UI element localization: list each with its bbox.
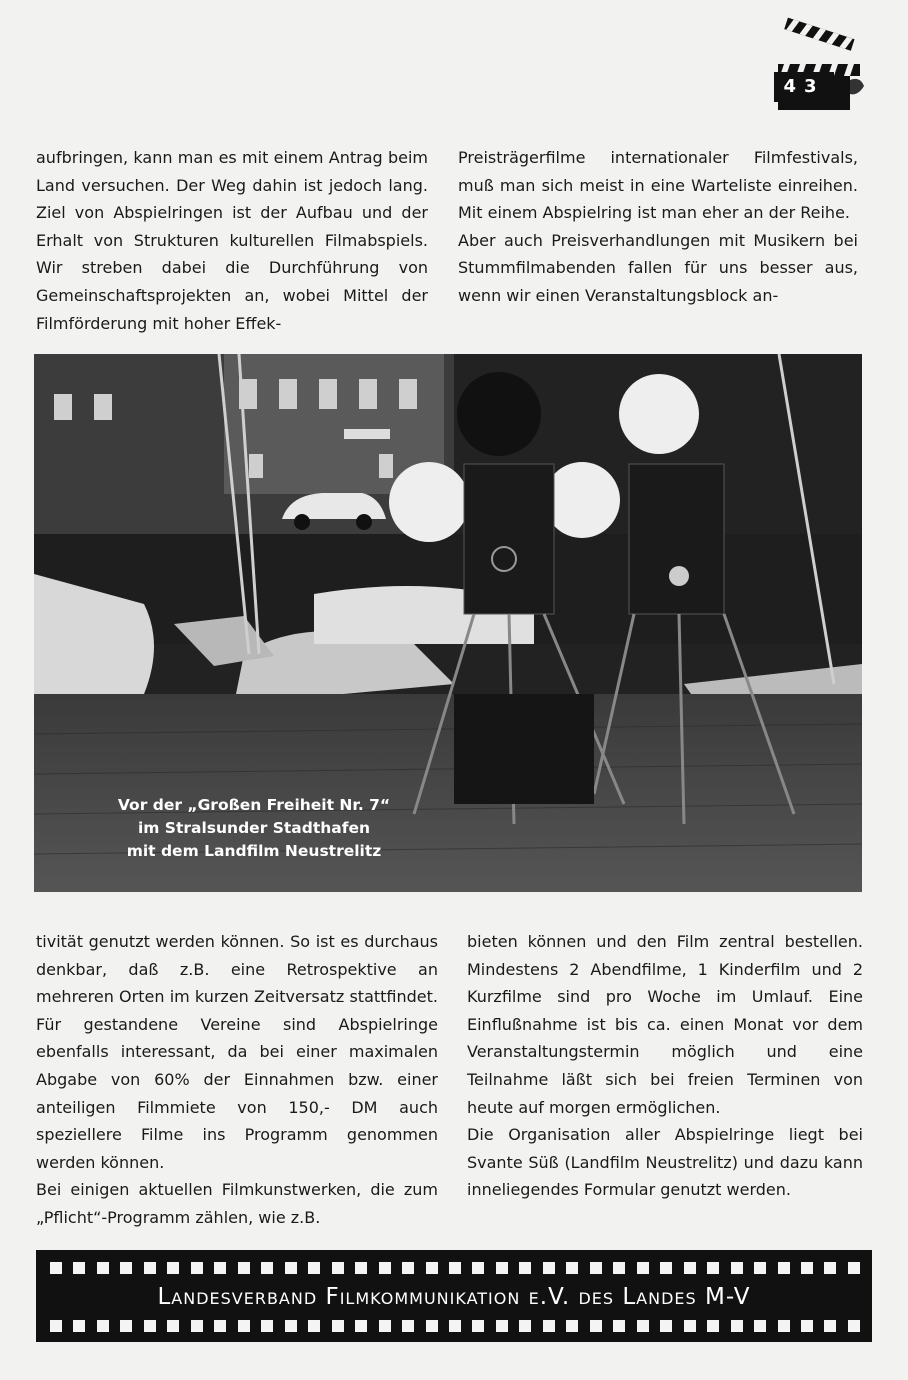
caption-line: Vor der „Großen Freiheit Nr. 7“ (117, 796, 391, 814)
paragraph: Preisträgerfilme internationaler Filmfestivals, muß man sich meist in eine Warteliste einreihen. Mit einem Abspielring ist man eher an der Reihe. (458, 148, 858, 223)
film-perforation (50, 1320, 62, 1332)
film-perforation (402, 1262, 414, 1274)
film-perforation (191, 1320, 203, 1332)
filmstrip-perforations-bottom (50, 1320, 860, 1332)
filmstrip-perforations-top (50, 1262, 860, 1274)
paragraph: Bei einigen aktuellen Filmkunstwerken, die zum „Pflicht“-Programm zählen, wie z.B. (36, 1180, 438, 1227)
film-perforation (731, 1320, 743, 1332)
film-perforation (637, 1262, 649, 1274)
film-perforation (73, 1320, 85, 1332)
film-perforation (613, 1320, 625, 1332)
film-perforation (308, 1320, 320, 1332)
film-perforation (496, 1320, 508, 1332)
text-column-bottom-right (467, 928, 863, 1204)
film-perforation (167, 1262, 179, 1274)
paragraph: Aber auch Preisverhandlungen mit Musikern bei Stummfilmabenden fallen für uns besser aus, wenn wir einen Veranstaltungsblock an- (458, 230, 858, 305)
film-perforation (332, 1320, 344, 1332)
film-perforation (754, 1320, 766, 1332)
film-perforation (379, 1320, 391, 1332)
film-perforation (355, 1320, 367, 1332)
film-perforation (285, 1262, 297, 1274)
text-column-top-left (36, 144, 428, 337)
film-perforation (214, 1262, 226, 1274)
film-perforation (684, 1320, 696, 1332)
film-perforation (660, 1320, 672, 1332)
film-perforation (191, 1262, 203, 1274)
film-perforation (660, 1262, 672, 1274)
caption-line: mit dem Landfilm Neustrelitz (126, 842, 382, 860)
film-perforation (707, 1262, 719, 1274)
film-perforation (848, 1320, 860, 1332)
paragraph: tivität genutzt werden können. So ist es durchaus denkbar, daß z.B. eine Retrospektive an mehreren Orten im kurzen Zeitversatz stattfindet. Für gestandene Vereine sind Abspielringe ebenfalls interessant, da bei einer maximalen Abgabe von 60% der Einnahmen bzw. einer anteiligen Filmmiete von 150,- DM auch speziellere Filme ins Programm genommen werden können. (36, 932, 438, 1172)
film-perforation (590, 1320, 602, 1332)
film-perforation (778, 1320, 790, 1332)
film-perforation (167, 1320, 179, 1332)
film-perforation (566, 1320, 578, 1332)
film-perforation (754, 1262, 766, 1274)
film-perforation (238, 1320, 250, 1332)
text-column-top-right (458, 144, 858, 310)
film-perforation (496, 1262, 508, 1274)
film-perforation (778, 1262, 790, 1274)
film-perforation (566, 1262, 578, 1274)
film-perforation (73, 1262, 85, 1274)
film-perforation (731, 1262, 743, 1274)
film-perforation (332, 1262, 344, 1274)
film-perforation (472, 1320, 484, 1332)
film-perforation (543, 1320, 555, 1332)
film-perforation (801, 1262, 813, 1274)
film-perforation (144, 1262, 156, 1274)
film-perforation (472, 1262, 484, 1274)
photo-caption (74, 794, 434, 863)
film-perforation (261, 1320, 273, 1332)
film-perforation (261, 1262, 273, 1274)
film-perforation (801, 1320, 813, 1332)
film-perforation (120, 1320, 132, 1332)
film-perforation (97, 1320, 109, 1332)
text-column-bottom-left (36, 928, 438, 1232)
paragraph: aufbringen, kann man es mit einem Antrag beim Land versuchen. Der Weg dahin ist jedoch lang. Ziel von Abspielringen ist der Aufbau und der Erhalt von Strukturen kulturellen Filmabspiels. Wir streben dabei die Durchführung von Gemeinschaftsprojekten an, wobei Mittel der Filmförderung mit hoher Effek- (36, 148, 428, 333)
film-perforation (426, 1262, 438, 1274)
harbor-projector-photo (34, 354, 862, 892)
film-perforation (402, 1320, 414, 1332)
caption-line: im Stralsunder Stadthafen (137, 819, 371, 837)
film-perforation (214, 1320, 226, 1332)
film-perforation (120, 1262, 132, 1274)
film-perforation (238, 1262, 250, 1274)
film-perforation (707, 1320, 719, 1332)
film-perforation (637, 1320, 649, 1332)
filmstrip-banner (36, 1250, 872, 1342)
film-perforation (97, 1262, 109, 1274)
film-perforation (519, 1320, 531, 1332)
film-perforation (613, 1262, 625, 1274)
film-perforation (50, 1262, 62, 1274)
film-perforation (824, 1262, 836, 1274)
film-perforation (824, 1320, 836, 1332)
film-perforation (519, 1262, 531, 1274)
film-perforation (848, 1262, 860, 1274)
film-perforation (590, 1262, 602, 1274)
film-perforation (308, 1262, 320, 1274)
film-perforation (449, 1320, 461, 1332)
paragraph: bieten können und den Film zentral bestellen. Mindestens 2 Abendfilme, 1 Kinderfilm und 2 Kurzfilme sind pro Woche im Umlauf. Eine Einflußnahme ist bis ca. einen Monat vor dem Veranstaltungstermin möglich und eine Teilnahme läßt sich bei freien Terminen von heute auf morgen ermöglichen. (467, 932, 863, 1117)
film-perforation (379, 1262, 391, 1274)
film-perforation (144, 1320, 156, 1332)
film-perforation (355, 1262, 367, 1274)
film-perforation (543, 1262, 555, 1274)
film-perforation (285, 1320, 297, 1332)
film-perforation (449, 1262, 461, 1274)
banner-title: Landesverband Filmkommunikation e.V. des Landes M-V (157, 1284, 751, 1310)
film-perforation (684, 1262, 696, 1274)
paragraph: Die Organisation aller Abspielringe liegt bei Svante Süß (Landfilm Neustrelitz) und dazu kann inneliegendes Formular genutzt werden. (467, 1125, 863, 1200)
film-perforation (426, 1320, 438, 1332)
page-number: 43 (774, 72, 834, 102)
